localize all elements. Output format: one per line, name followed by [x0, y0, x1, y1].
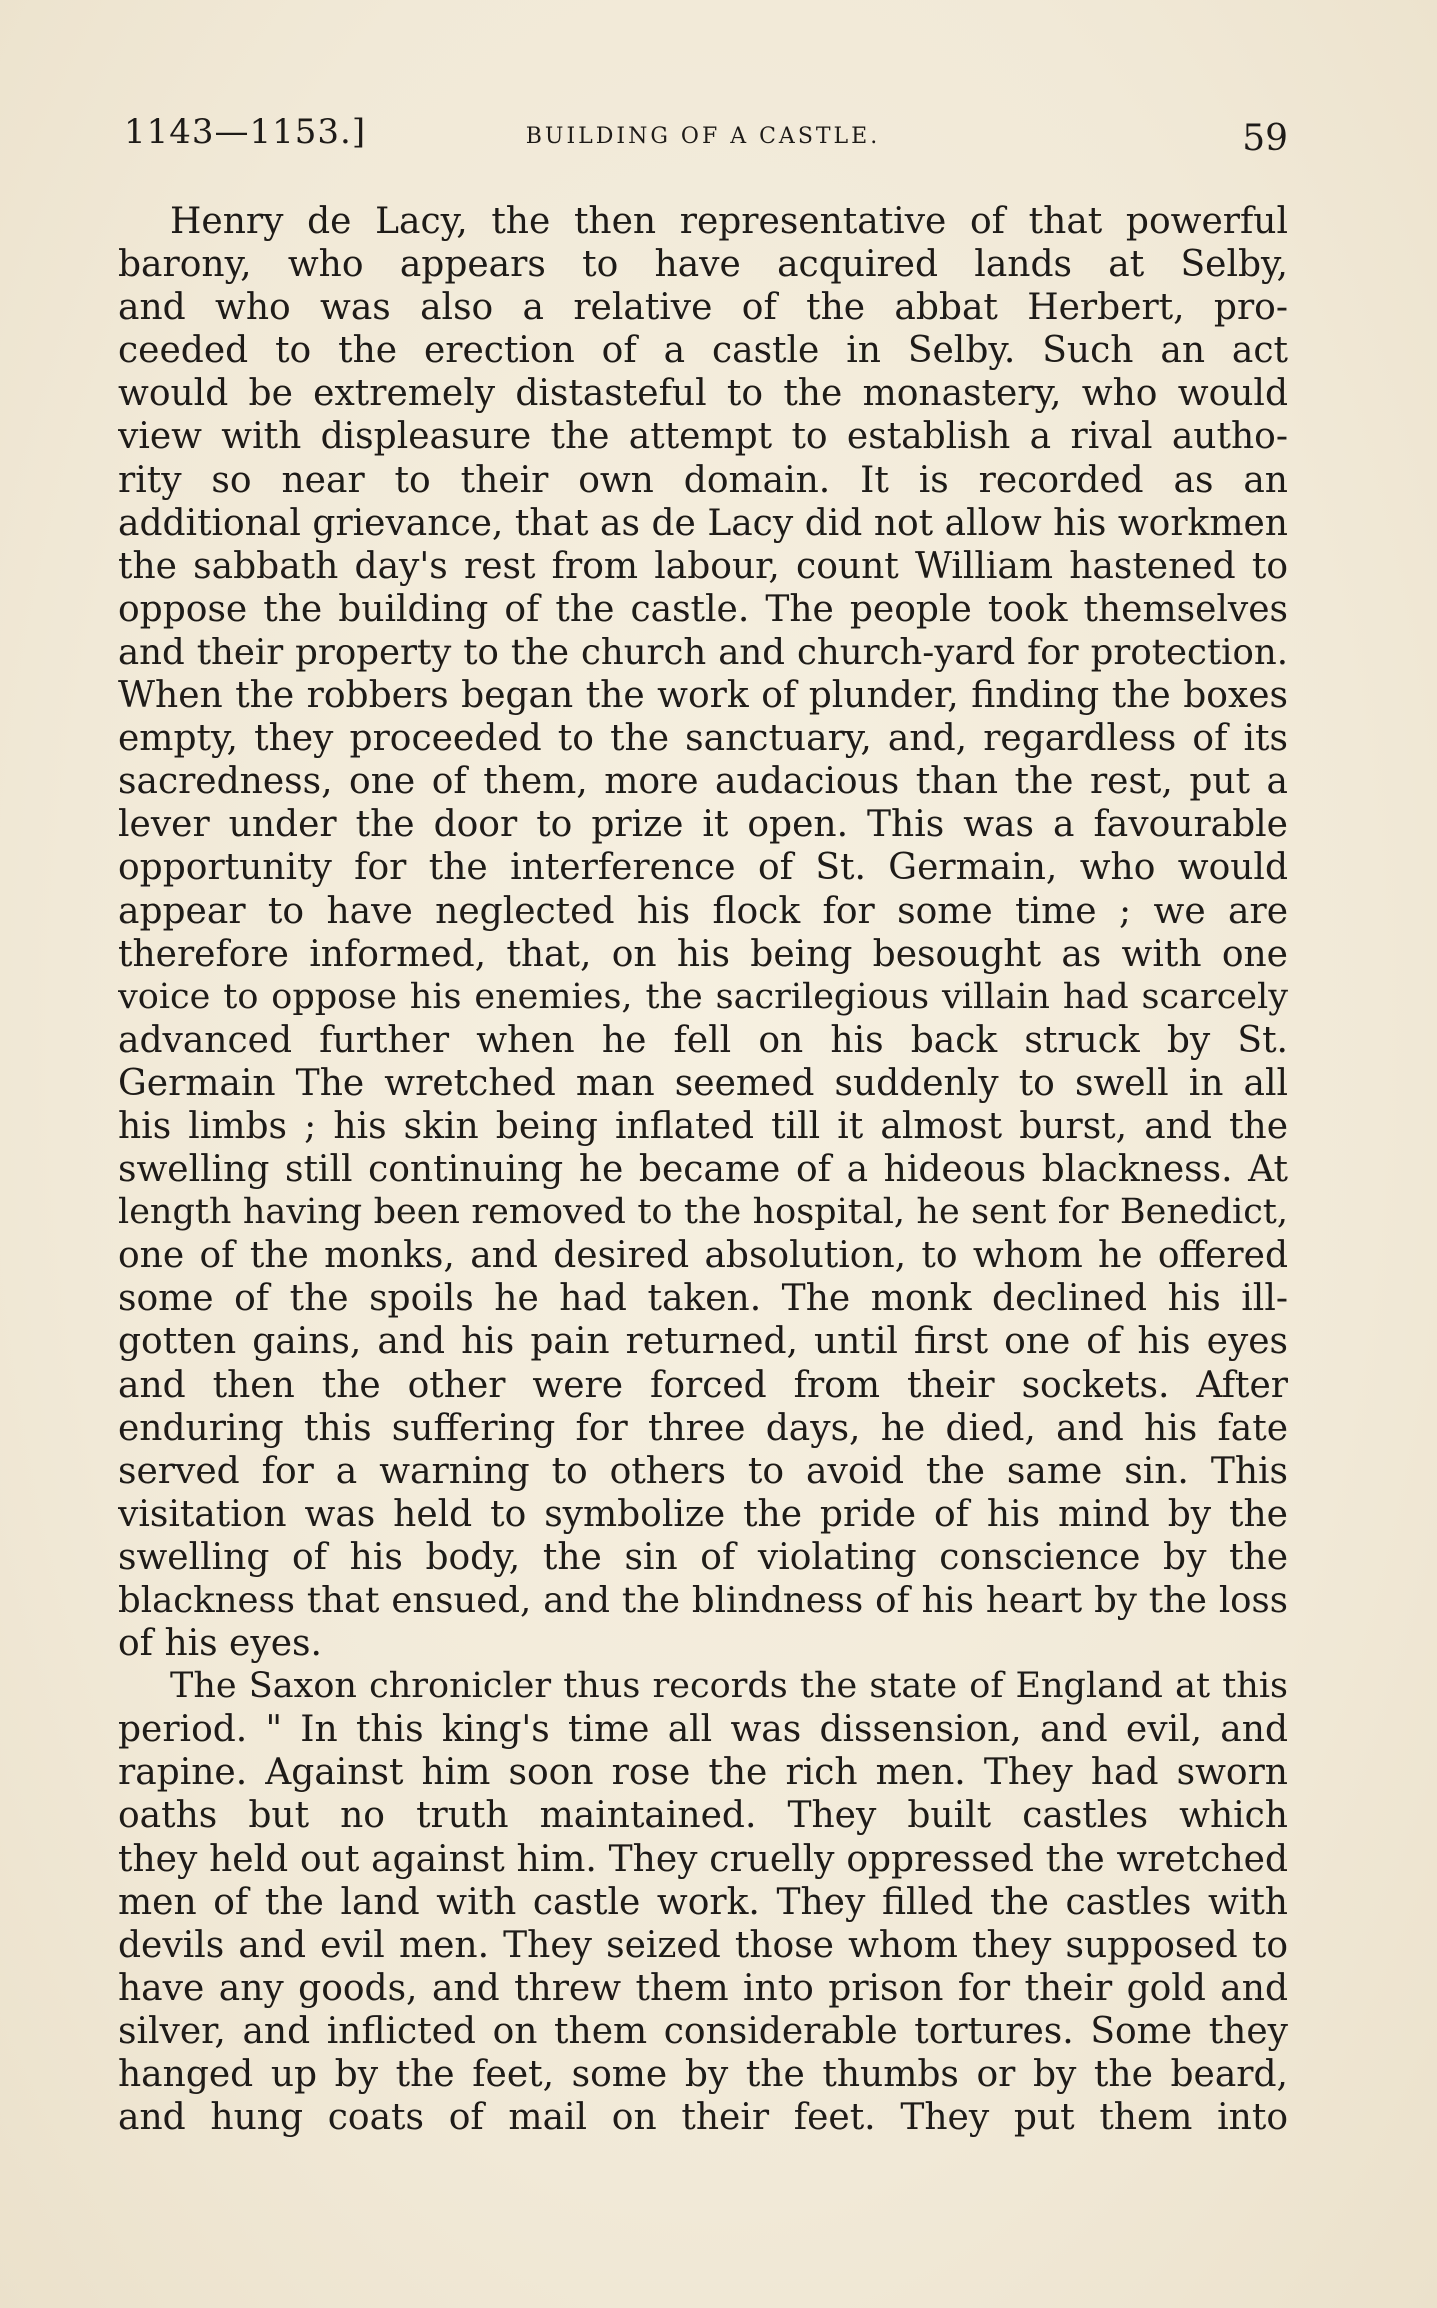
text-line: blackness that ensued, and the blindness of his heart by the loss: [118, 1580, 1288, 1621]
text-line: and their property to the church and church-yard for protection.: [118, 631, 1288, 673]
text-line: swelling of his body, the sin of violating conscience by the: [118, 1536, 1288, 1578]
text-line: hanged up by the feet, some by the thumbs or by the beard,: [118, 2054, 1288, 2096]
text-line: therefore informed, that, on his being besought as with one: [118, 933, 1288, 975]
text-line: one of the monks, and desired absolution, to whom he offered: [118, 1235, 1288, 1277]
text-line: some of the spoils he had taken. The monk declined his ill-: [118, 1278, 1288, 1320]
text-line: and hung coats of mail on their feet. They put them into: [118, 2097, 1288, 2139]
text-line: rity so near to their own domain. It is recorded as an: [118, 459, 1288, 501]
text-line: devils and evil men. They seized those whom they supposed to: [118, 1924, 1288, 1966]
text-line: sacredness, one of them, more audacious than the rest, put a: [118, 761, 1288, 803]
text-line: additional grievance, that as de Lacy did not allow his workmen: [118, 502, 1288, 544]
text-line: served for a warning to others to avoid the same sin. This: [118, 1450, 1288, 1492]
body-text: [118, 200, 1288, 2139]
text-line: view with displeasure the attempt to establish a rival autho-: [118, 416, 1288, 458]
text-line: opportunity for the interference of St. Germain, who would: [118, 847, 1288, 889]
text-line: rapine. Against him soon rose the rich men. They had sworn: [118, 1752, 1288, 1794]
text-line: empty, they proceeded to the sanctuary, and, regardless of its: [118, 718, 1288, 760]
text-line: advanced further when he fell on his back struck by St.: [118, 1019, 1288, 1061]
running-head: [118, 112, 1288, 162]
text-line: of his eyes.: [118, 1623, 322, 1665]
text-line: lever under the door to prize it open. This was a favourable: [118, 804, 1288, 846]
text-line: men of the land with castle work. They filled the castles with: [118, 1881, 1288, 1923]
text-line: enduring this suffering for three days, he died, and his fate: [118, 1407, 1288, 1449]
text-line: oaths but no truth maintained. They built castles which: [118, 1795, 1288, 1837]
text-line: ceeded to the erection of a castle in Selby. Such an act: [118, 330, 1288, 372]
text-line: his limbs ; his skin being inflated till it almost burst, and the: [118, 1105, 1288, 1147]
text-line: silver, and inflicted on them considerable tortures. Some they: [118, 2010, 1288, 2052]
text-line: The Saxon chronicler thus records the state of England at this: [170, 1666, 1288, 1707]
text-line: visitation was held to symbolize the pride of his mind by the: [118, 1493, 1288, 1535]
chapter-title: BUILDING OF A CASTLE.: [525, 124, 881, 149]
text-line: the sabbath day's rest from labour, count William hastened to: [118, 545, 1288, 587]
text-line: and then the other were forced from their sockets. After: [118, 1364, 1288, 1406]
text-line: length having been removed to the hospital, he sent for Benedict,: [118, 1192, 1288, 1233]
text-line: have any goods, and threw them into prison for their gold and: [118, 1967, 1288, 2009]
text-line: would be extremely distasteful to the monastery, who would: [118, 373, 1288, 415]
text-line: appear to have neglected his flock for some time ; we are: [118, 890, 1288, 932]
text-line: voice to oppose his enemies, the sacrilegious villain had scarcely: [118, 976, 1288, 1017]
text-line: Germain The wretched man seemed suddenly to swell in all: [118, 1062, 1288, 1104]
page-number: 59: [1242, 118, 1288, 159]
text-line: oppose the building of the castle. The people took themselves: [118, 588, 1288, 630]
text-line: barony, who appears to have acquired lands at Selby,: [118, 244, 1288, 286]
text-line: they held out against him. They cruelly oppressed the wretched: [118, 1838, 1288, 1880]
text-line: period. " In this king's time all was dissension, and evil, and: [118, 1709, 1288, 1751]
text-line: When the robbers began the work of plunder, finding the boxes: [118, 675, 1288, 717]
text-line: Henry de Lacy, the then representative of that powerful: [170, 201, 1288, 242]
text-line: and who was also a relative of the abbat Herbert, pro-: [118, 287, 1288, 329]
date-range: 1143—1153.]: [124, 112, 367, 152]
text-line: gotten gains, and his pain returned, until first one of his eyes: [118, 1321, 1288, 1363]
text-line: swelling still continuing he became of a hideous blackness. At: [118, 1149, 1288, 1191]
